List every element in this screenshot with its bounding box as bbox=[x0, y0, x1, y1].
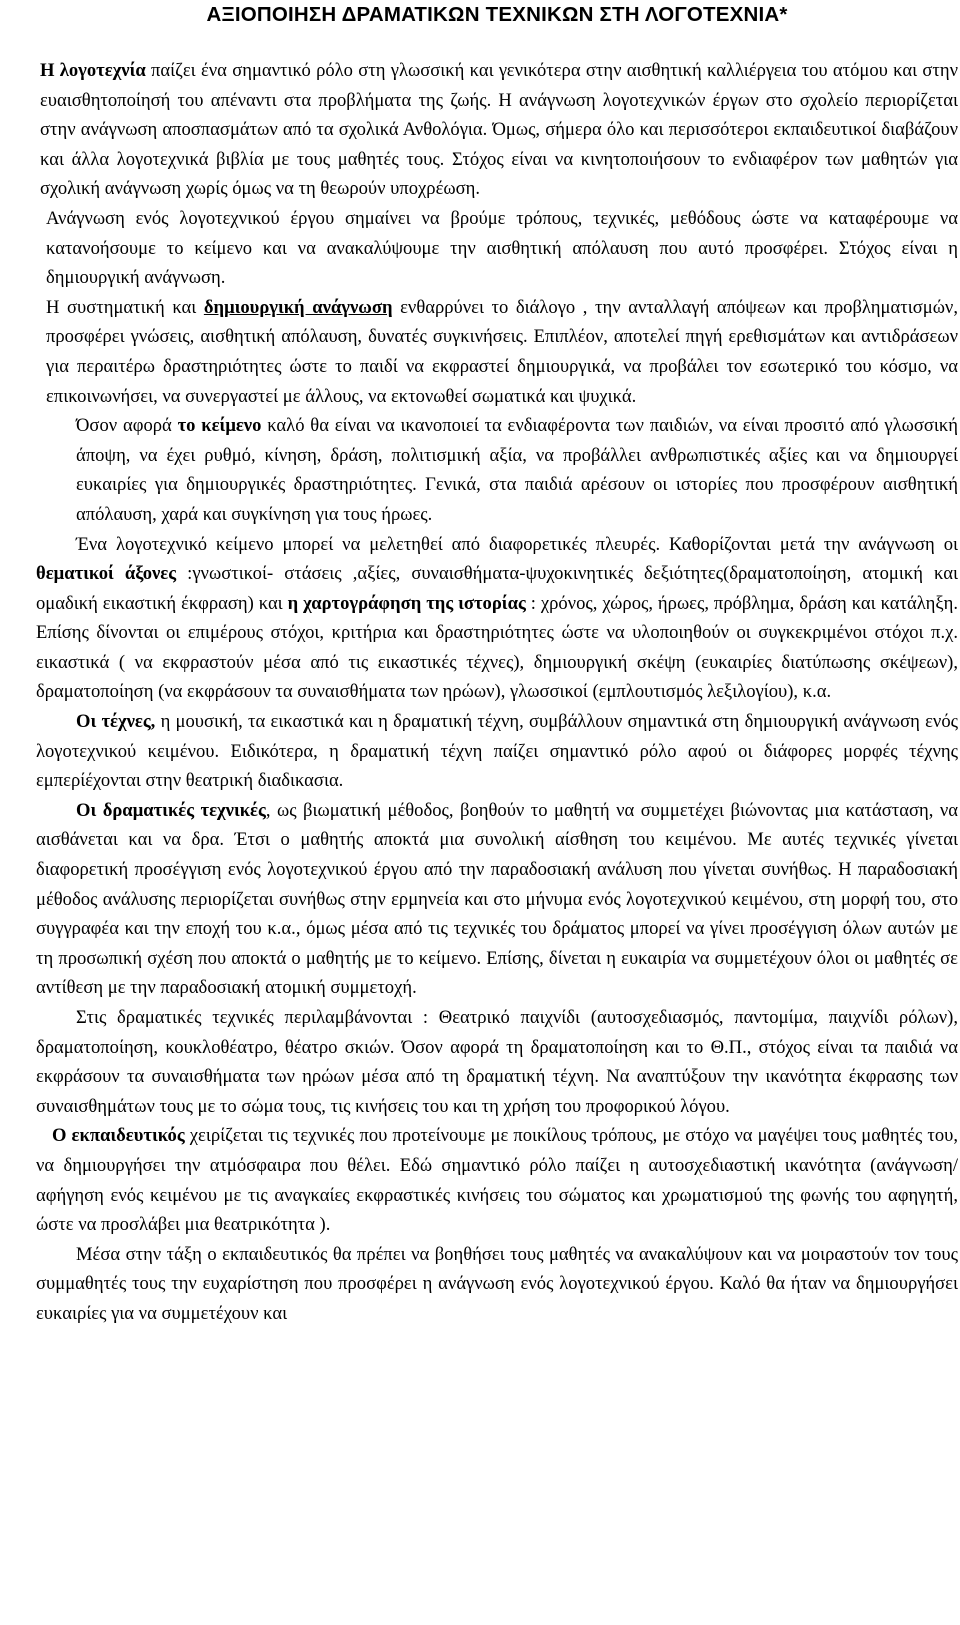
bold-phrase: Ο εκπαιδευτικός bbox=[52, 1125, 185, 1147]
paragraph-text: ενθαρρύνει το διάλογο , την ανταλλαγή απόψεων και προβληματισμών, προσφέρει γνώσεις, αισθητική απόλαυση, δυνατές συγκινήσεις. Επιπλέον, αποτελεί πηγή ερεθισμάτων και αντιδράσεων για περαιτέρω δραστηριότητες ώστε το παιδί να εκφραστεί δημιουργικά, να προβάλει τον εσωτερικό του κόσμο, να επικοινωνήσει, να συνεργαστεί με άλλους, να εκτονωθεί σωματικά και ψυχικά. bbox=[46, 296, 958, 407]
document-page bbox=[36, 0, 958, 1329]
paragraph-literature bbox=[36, 56, 958, 204]
bold-phrase: Η λογοτεχνία bbox=[40, 60, 146, 81]
bold-phrase: το κείμενο bbox=[177, 415, 262, 437]
paragraph-text: η μουσική, τα εικαστικά και η δραματική τέχνη, συμβάλλουν σημαντικά στη δημιουργική ανάγνωση ενός λογοτεχνικού κειμένου. Ειδικότερα, η δραματική τέχνη παίζει σημαντικό ρόλο αφού οι διάφορες μορφές τέχνης εμπερίέχονται στην θεατρική διαδικασια. bbox=[36, 711, 958, 792]
paragraph-arts bbox=[36, 707, 958, 796]
paragraph-teacher bbox=[36, 1121, 958, 1239]
paragraph-text: :γνωστικοί- στάσεις ,αξίες, συναισθήματα-ψυχοκινητικές δεξιότητες(δραματοποίηση, ατομική και ομαδική εικαστική έκφραση) και bbox=[36, 563, 958, 614]
bold-phrase: Οι τέχνες, bbox=[76, 711, 156, 733]
paragraph-text-choice bbox=[36, 411, 958, 529]
bold-underlined-phrase: δημιουργική ανάγνωση bbox=[203, 296, 393, 318]
paragraph-text: χειρίζεται τις τεχνικές που προτείνουμε με ποικίλους τρόπους, με στόχο να μαγέψει τους μαθητές του, να δημιουργήσει την ατμόσφαιρα που θέλει. Εδώ σημαντικό ρόλο παίζει η αυτοσχεδιαστική ικανότητα (ανάγνωση/αφήγηση ενός κειμένου με τις αναγκαίες εκφραστικές κινήσεις του σώματος και χρωματισμού της φωνής του αφηγητή, ώστε να προσλάβει μια θεατρικότητα ). bbox=[36, 1125, 959, 1236]
bold-phrase: η χαρτογράφηση της ιστορίας bbox=[287, 592, 526, 614]
paragraph-classroom: Μέσα στην τάξη ο εκπαιδευτικός θα πρέπει να βοηθήσει τους μαθητές να ανακαλύψουν και να μοιραστούν τον τους συμμαθητές τους την ευχαρίστηση που προσφέρει η ανάγνωση ενός λογοτεχνικού έργου. Καλό θα ήταν να δημιουργήσει ευκαιρίες για να συμμετέχουν και bbox=[36, 1243, 958, 1324]
paragraph-text: καλό θα είναι να ικανοποιεί τα ενδιαφέροντα των παιδιών, να είναι προσιτό από γλωσσική άποψη, να έχει ρυθμό, κίνηση, δράση, πολιτισμική αξία, να προβάλλει ανθρωπιστικές αξίες και να δημιουργεί ευκαιρίες για δημιουργικές δραστηριότητες. Γενικά, στα παιδιά αρέσουν οι ιστορίες που προσφέρουν αισθητική απόλαυση, χαρά και συγκίνηση για τους ήρωες. bbox=[76, 415, 958, 525]
paragraph-thematic-axes bbox=[36, 530, 958, 708]
paragraph-text: : χρόνος, χώρος, ήρωες, πρόβλημα, δράση και κατάληξη. Επίσης δίνονται οι επιμέρους στόχοι, κριτήρια και δραστηριότητες ώστε να υλοποιηθούν οι συγκεκριμένοι στόχοι π.χ. εικαστικά ( να εκφραστούν μέσα από τις εικαστικές τέχνες), δημιουργική σκέψη (ευκαιρίες διατύπωσης σκέψεων), δραματοποίηση (να εκφράσουν τα συναισθήματα των ηρώων), γλωσσικοί (εμπλουτισμός λεξιλογίου), κ.α. bbox=[36, 592, 958, 703]
paragraph-systematic-reading bbox=[36, 293, 958, 411]
paragraph-techniques-list: Στις δραματικές τεχνικές περιλαμβάνονται : Θεατρικό παιχνίδι (αυτοσχεδιασμός, παντομίμα, παιχνίδι ρόλων), δραματοποίηση, κουκλοθέατρο, θέατρο σκιών. Όσον αφορά τη δραματοποίηση και το Θ.Π., στόχος είναι τα παιδιά να εκφράσουν τα συναισθήματα των ηρώων μέσα από τη δραματική τέχνη. Να αναπτύξουν την ικανότητα έκφρασης των συναισθημάτων τους με το σώμα τους, τις κινήσεις του και τη χρήση του προφορικού λόγου. bbox=[36, 1007, 958, 1117]
paragraph-text: παίζει ένα σημαντικό ρόλο στη γλωσσική και γενικότερα στην αισθητική καλλιέργεια του ατόμου και στην ευαισθητοποίησή του απέναντι στα προβλήματα της ζωής. Η ανάγνωση λογοτεχνικών έργων στο σχολείο περιορίζεται στην ανάγνωση αποσπασμάτων από τα σχολικά Ανθολόγια. Όμως, σήμερα όλο και περισσότεροι εκπαιδευτικοί διαβάζουν και άλλα λογοτεχνικά βιβλία με τους μαθητές τους. Στόχος είναι να κινητοποιήσουν το ενδιαφέρον των μαθητών για σχολική ανάγνωση χωρίς όμως να τη θεωρούν υποχρέωση. bbox=[40, 60, 958, 200]
paragraph-text: Η συστηματική και bbox=[46, 296, 204, 318]
paragraph-text: Ένα λογοτεχνικό κείμενο μπορεί να μελετηθεί από διαφορετικές πλευρές. Καθορίζονται μετά την ανάγνωση οι bbox=[76, 533, 958, 555]
paragraph-text: Όσον αφορά bbox=[76, 415, 178, 437]
bold-phrase: Οι δραματικές τεχνικές bbox=[76, 799, 266, 821]
paragraph-dramatic-techniques bbox=[36, 796, 958, 1003]
paragraph-text: , ως βιωματική μέθοδος, βοηθούν το μαθητή να συμμετέχει βιώνοντας μια κατάσταση, να αισθάνεται και να δρα. Έτσι ο μαθητής αποκτά μια συνολική αίσθηση του κειμένου. Με αυτές τεχνικές γίνεται διαφορετική προσέγγιση ενός λογοτεχνικού έργου από την παραδοσιακή ανάλυση που γίνεται συνήθως. Η παραδοσιακή μέθοδος ανάλυσης περιορίζεται συνήθως στην ερμηνεία και στο μήνυμα ενός λογοτεχνικού κειμένου, στη μορφή του, στο συγγραφέα και την εποχή του κ.α., όμως μέσα από τις τεχνικές του δράματος μπορεί να γίνει προσέγγιση όλων αυτών με τη προσωπική σχέση που αποκτά ο μαθητής με το κείμενο. Επίσης, δίνεται η ευκαιρία να συμμετέχουν όλοι οι μαθητές σε αντίθεση με την παραδοσιακή ατομική συμμετοχή. bbox=[36, 799, 958, 999]
document-title: ΑΞΙΟΠΟΙΗΣΗ ΔΡΑΜΑΤΙΚΩΝ ΤΕΧΝΙΚΩΝ ΣΤΗ ΛΟΓΟΤΕΧΝΙΑ* bbox=[206, 3, 788, 26]
bold-phrase: θεματικοί άξονες bbox=[36, 563, 177, 585]
paragraph-reading: Ανάγνωση ενός λογοτεχνικού έργου σημαίνει να βρούμε τρόπους, τεχνικές, μεθόδους ώστε να καταφέρουμε να κατανοήσουμε το κείμενο και να ανακαλύψουμε την αισθητική απόλαυση που αυτό προσφέρει. Στόχος είναι η δημιουργική ανάγνωση. bbox=[46, 207, 958, 289]
